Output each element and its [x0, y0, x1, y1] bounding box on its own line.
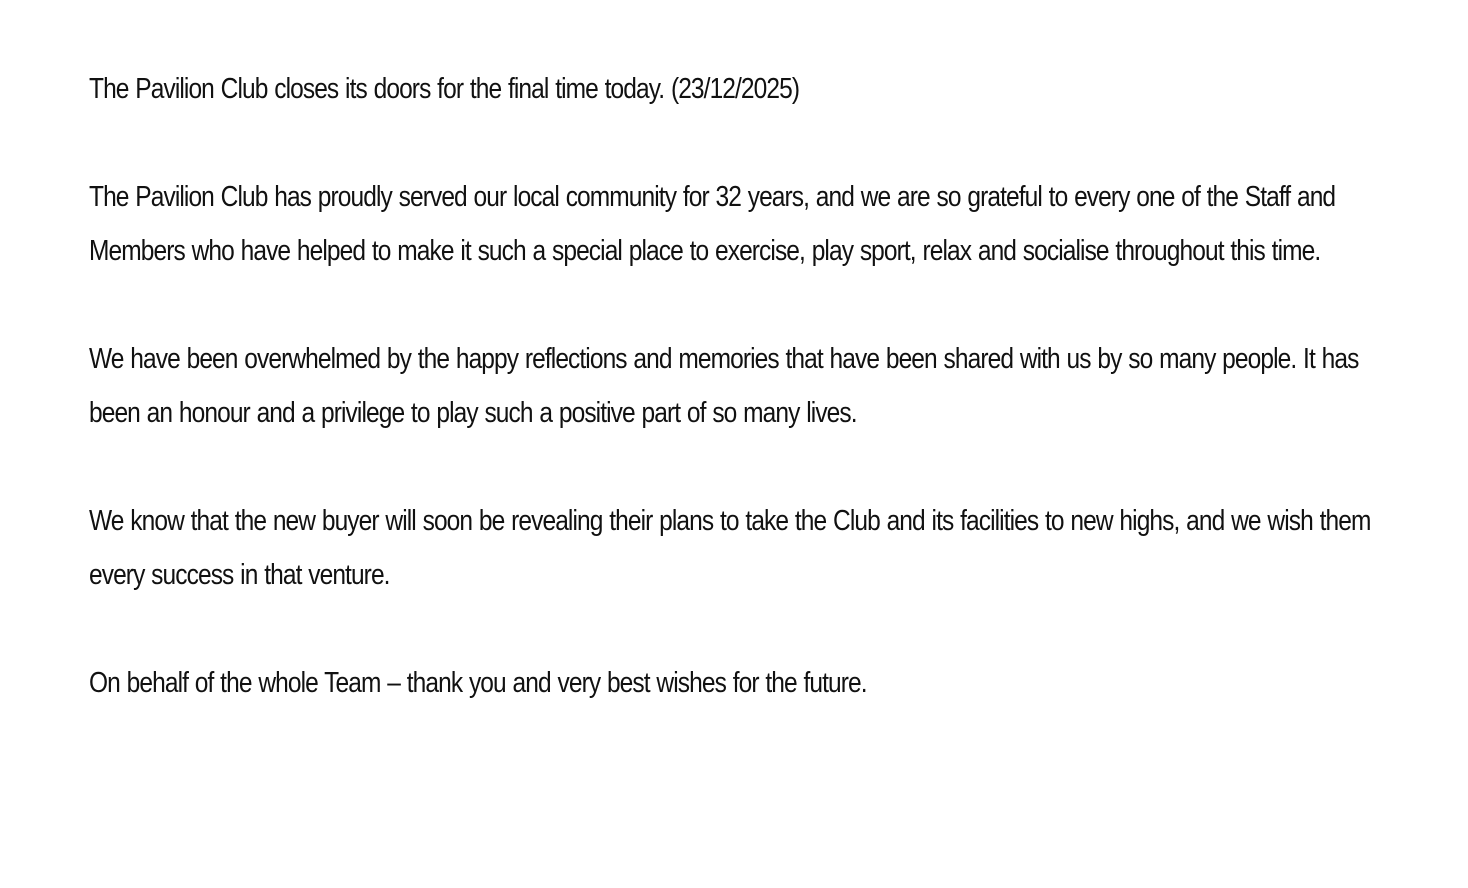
notice-paragraph-history: The Pavilion Club has proudly served our local community for 32 years, and we are so grateful to every one of the Staff and Members who have helped to make it such a special place to exercise, play sport, relax and socialise throughout this time.	[89, 181, 1336, 267]
notice-body	[89, 62, 1379, 710]
notice-paragraph-thanks: On behalf of the whole Team – thank you and very best wishes for the future.	[89, 667, 867, 699]
notice-heading-paragraph: The Pavilion Club closes its doors for the final time today. (23/12/2025)	[89, 73, 800, 105]
notice-paragraph-memories: We have been overwhelmed by the happy reflections and memories that have been shared with us by so many people. It has been an honour and a privilege to play such a positive part of so many lives.	[89, 343, 1359, 429]
notice-paragraph-new-buyer: We know that the new buyer will soon be revealing their plans to take the Club and its facilities to new highs, and we wish them every success in that venture.	[89, 505, 1371, 591]
closure-notice	[89, 62, 1371, 710]
